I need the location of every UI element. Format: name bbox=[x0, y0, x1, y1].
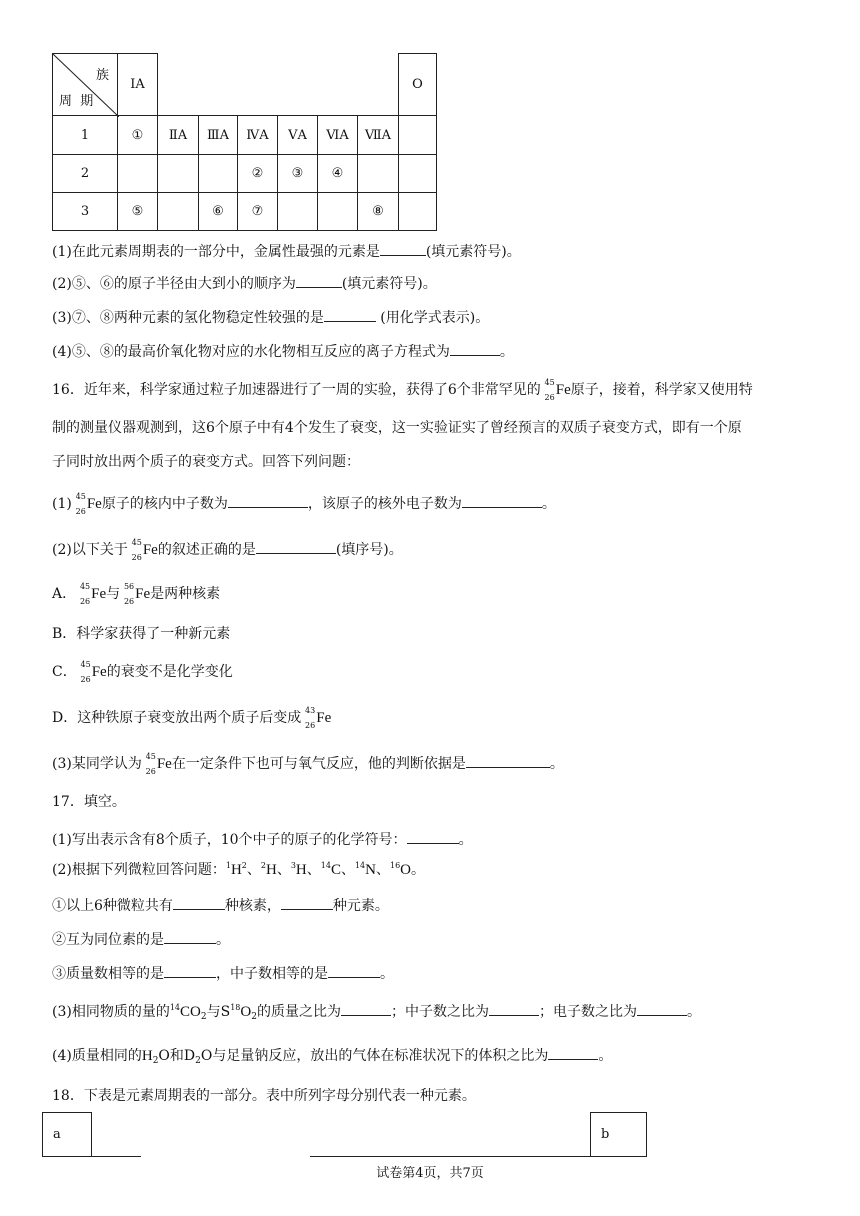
q16-stem-line1 bbox=[52, 378, 753, 402]
q17-part4-text2: O与足量钠反应，放出的气体在标准状况下的体积之比为 bbox=[200, 1048, 549, 1064]
q16-part3-text: (3)某同学认为 bbox=[52, 756, 142, 772]
separator: 、 bbox=[340, 862, 355, 878]
formula: O bbox=[240, 1004, 252, 1020]
q17-part4-text: (4)质量相同的 bbox=[52, 1048, 142, 1064]
q16-part2-tail: (填序号)。 bbox=[335, 542, 403, 558]
element-symbol: Fe bbox=[555, 382, 571, 398]
element-symbol: Fe bbox=[91, 664, 107, 680]
option-d-text: D．这种铁原子衰变放出两个质子后变成 bbox=[52, 710, 302, 726]
q17-part2-text: (2)根据下列微粒回答问题： bbox=[52, 862, 226, 878]
q16-stem-text-tail: 原子，接着，科学家又使用特 bbox=[570, 382, 753, 398]
cell-r1-c4: ⅣA bbox=[237, 115, 278, 155]
element-symbol: H bbox=[295, 862, 307, 878]
q15-part2 bbox=[52, 272, 437, 294]
q16-stem-line3: 子同时放出两个质子的衰变方式。回答下列问题： bbox=[52, 454, 360, 470]
q15-part3 bbox=[52, 306, 489, 328]
q17-subpart3 bbox=[52, 962, 394, 984]
period-3: 3 bbox=[52, 192, 118, 231]
q18-title: 18．下表是元素周期表的一部分。表中所列字母分别代表一种元素。 bbox=[52, 1088, 476, 1104]
q15-part2-tail: (填元素符号)。 bbox=[341, 276, 437, 292]
cell-r3-c7: ⑧ bbox=[357, 192, 399, 231]
period-1: 1 bbox=[52, 115, 118, 155]
answer-blank[interactable] bbox=[489, 1000, 539, 1016]
option-c-label: C． bbox=[52, 664, 77, 680]
q16-part2-label: (2)以下关于 bbox=[52, 542, 128, 558]
answer-blank[interactable] bbox=[173, 894, 225, 910]
q16-part2 bbox=[52, 538, 403, 562]
nuclide-fe45: 45 26 bbox=[79, 582, 91, 606]
answer-blank[interactable] bbox=[281, 894, 333, 910]
q15-part1-text: (1)在此元素周期表的一部分中，金属性最强的元素是 bbox=[52, 244, 380, 260]
corner-period-label: 周 期 bbox=[59, 94, 94, 109]
answer-blank[interactable] bbox=[380, 240, 426, 256]
mass-number: 14 bbox=[169, 1003, 181, 1012]
answer-blank[interactable] bbox=[324, 306, 376, 322]
cell-r3-c2 bbox=[157, 192, 199, 231]
q17-part4-tail: 。 bbox=[598, 1048, 613, 1064]
cell-r1-c3: ⅢA bbox=[198, 115, 238, 155]
header-o: O bbox=[398, 53, 437, 116]
formula: CO bbox=[180, 1004, 201, 1020]
option-a-label: A． bbox=[52, 586, 77, 602]
cell-r3-c3: ⑥ bbox=[198, 192, 238, 231]
q17-sub1-tail: 种元素。 bbox=[332, 898, 389, 914]
answer-blank[interactable] bbox=[296, 272, 342, 288]
page-footer: 试卷第4页，共7页 bbox=[376, 1166, 484, 1181]
answer-blank[interactable] bbox=[450, 340, 500, 356]
q17-sub1-text2: 种核素， bbox=[224, 898, 281, 914]
q16-part1-text: 原子的核内中子数为 bbox=[101, 496, 228, 512]
q15-part4-text: (4)⑤、⑧的最高价氧化物对应的水化物相互反应的离子方程式为 bbox=[52, 344, 450, 360]
separator: 。 bbox=[411, 862, 426, 878]
element-symbol: Fe bbox=[135, 586, 151, 602]
q18-cell-b bbox=[590, 1112, 647, 1157]
nuclide-fe45: 45 26 bbox=[145, 752, 156, 776]
separator: 、 bbox=[276, 862, 291, 878]
q17-title: 17．填空。 bbox=[52, 794, 126, 810]
subscript: 2 bbox=[195, 1056, 201, 1066]
separator: 、 bbox=[246, 862, 261, 878]
q16-part3-text2: 在一定条件下也可与氧气反应，他的判断依据是 bbox=[171, 756, 466, 772]
q15-part3-text: (3)⑦、⑧两种元素的氢化物稳定性较强的是 bbox=[52, 310, 324, 326]
q15-part1 bbox=[52, 240, 521, 262]
answer-blank[interactable] bbox=[328, 962, 380, 978]
mass-number: 14 bbox=[320, 861, 331, 870]
nuclide-fe43: 43 26 bbox=[305, 706, 316, 730]
option-a-text2: 是两种核素 bbox=[150, 586, 221, 602]
formula: H bbox=[141, 1048, 153, 1064]
nuclide-fe56: 56 26 bbox=[123, 582, 135, 606]
q17-part4 bbox=[52, 1044, 612, 1066]
answer-blank[interactable] bbox=[637, 1000, 687, 1016]
option-c-text: 的衰变不是化学变化 bbox=[106, 664, 233, 680]
q17-sub3-text2: ，中子数相等的是 bbox=[216, 966, 328, 982]
q17-part2 bbox=[52, 860, 425, 880]
q18-cell-a bbox=[42, 1112, 92, 1157]
q17-sub3-text: ③质量数相等的是 bbox=[52, 966, 164, 982]
q16-part1-tail: 。 bbox=[541, 496, 556, 512]
element-symbol: Fe bbox=[142, 542, 158, 558]
q15-part4 bbox=[52, 340, 514, 362]
q15-part1-tail: (填元素符号)。 bbox=[425, 244, 521, 260]
q16-part1-label: (1) bbox=[52, 496, 72, 512]
answer-blank[interactable] bbox=[164, 962, 216, 978]
q16-option-a[interactable] bbox=[52, 582, 220, 606]
q17-part3-text2: 的质量之比为 bbox=[256, 1004, 341, 1020]
q15-part4-tail: 。 bbox=[499, 344, 514, 360]
mass-number: 14 bbox=[354, 861, 366, 870]
q16-stem-line2: 制的测量仪器观测到，这6个原子中有4个发生了衰变，这一实验证实了曾经预言的双质子衰变方式，即有一个原 bbox=[52, 420, 742, 436]
q16-stem-text: 16．近年来，科学家通过粒子加速器进行了一周的实验，获得了6个非常罕见的 bbox=[52, 382, 541, 398]
cell-r1-c6: ⅥA bbox=[317, 115, 358, 155]
subscript: 2 bbox=[152, 1056, 159, 1066]
q17-sub1-text: ①以上6种微粒共有 bbox=[52, 898, 173, 914]
q17-subpart1 bbox=[52, 894, 389, 916]
q17-part3-text4: ；电子数之比为 bbox=[538, 1004, 637, 1020]
q16-option-b[interactable]: B．科学家获得了一种新元素 bbox=[52, 626, 231, 642]
answer-blank[interactable] bbox=[164, 928, 216, 944]
option-a-text: 与 bbox=[106, 586, 121, 602]
cell-r2-c8 bbox=[398, 154, 437, 193]
cell-r1-c5: ⅤA bbox=[277, 115, 318, 155]
q16-part3 bbox=[52, 752, 564, 776]
q16-part2-text: 的叙述正确的是 bbox=[157, 542, 256, 558]
q17-part3 bbox=[52, 1000, 701, 1022]
answer-blank[interactable] bbox=[548, 1044, 598, 1060]
cell-r3-c6 bbox=[317, 192, 358, 231]
q18-line-mid bbox=[310, 1156, 592, 1157]
cell-r2-c2 bbox=[157, 154, 199, 193]
q17-part3-tail: 。 bbox=[686, 1004, 701, 1020]
q17-part1-tail: 。 bbox=[458, 832, 473, 848]
answer-blank[interactable] bbox=[466, 752, 550, 768]
element-symbol: Fe bbox=[86, 496, 102, 512]
q16-part3-tail: 。 bbox=[549, 756, 564, 772]
cell-r1-c1: ① bbox=[117, 115, 158, 155]
element-symbol: N bbox=[365, 862, 376, 878]
mass-number: 2 bbox=[260, 861, 266, 870]
mass-number: 3 bbox=[290, 861, 296, 870]
period-2: 2 bbox=[52, 154, 118, 193]
nuclide-fe45: 45 26 bbox=[131, 538, 142, 562]
cell-a-label: a bbox=[53, 1127, 61, 1142]
cell-r1-c2: ⅡA bbox=[157, 115, 199, 155]
q17-part3-mid: 与S bbox=[206, 1004, 231, 1020]
corner-group-label: 族 bbox=[95, 68, 109, 83]
element-symbol: O bbox=[400, 862, 412, 878]
element-symbol: Fe bbox=[156, 756, 172, 772]
cell-r2-c7 bbox=[357, 154, 399, 193]
answer-blank[interactable] bbox=[462, 492, 542, 508]
nuclide-fe45: 45 26 bbox=[80, 660, 91, 684]
cell-r3-c8 bbox=[398, 192, 437, 231]
cell-r3-c1: ⑤ bbox=[117, 192, 158, 231]
element-symbol: Fe bbox=[91, 586, 107, 602]
subscript: 2 bbox=[251, 1012, 257, 1022]
subscript: 2 bbox=[200, 1012, 207, 1022]
answer-blank[interactable] bbox=[228, 492, 308, 508]
header-ia: ⅠA bbox=[117, 53, 158, 116]
q15-part3-tail: (用化学式表示)。 bbox=[375, 310, 490, 326]
q17-part4-mid: O和D bbox=[158, 1048, 196, 1064]
element-symbol: H bbox=[230, 862, 242, 878]
q17-subpart2 bbox=[52, 928, 230, 950]
q17-part1 bbox=[52, 828, 473, 850]
cell-r2-c4: ② bbox=[237, 154, 278, 193]
element-symbol: Fe bbox=[316, 710, 332, 726]
mass-number: 16 bbox=[389, 861, 401, 870]
q15-part2-text: (2)⑤、⑥的原子半径由大到小的顺序为 bbox=[52, 276, 296, 292]
element-symbol: C bbox=[330, 862, 341, 878]
table-corner-cell bbox=[52, 53, 118, 116]
q17-sub2-tail: 。 bbox=[216, 932, 230, 948]
nuclide-fe45: 45 26 bbox=[544, 378, 555, 402]
cell-r3-c4: ⑦ bbox=[237, 192, 278, 231]
answer-blank[interactable] bbox=[341, 1000, 391, 1016]
separator: 、 bbox=[306, 862, 321, 878]
cell-r1-c8 bbox=[398, 115, 437, 155]
separator: 、 bbox=[375, 862, 390, 878]
cell-b-label: b bbox=[601, 1127, 610, 1142]
cell-r2-c3 bbox=[198, 154, 238, 193]
q17-sub3-tail: 。 bbox=[380, 966, 394, 982]
q16-option-d[interactable] bbox=[52, 706, 331, 730]
q17-part3-text3: ；中子数之比为 bbox=[390, 1004, 489, 1020]
q16-part1 bbox=[52, 492, 556, 516]
answer-blank[interactable] bbox=[407, 828, 459, 844]
q16-option-c[interactable] bbox=[52, 660, 233, 684]
charge: 2 bbox=[241, 861, 247, 870]
q18-line-left bbox=[91, 1156, 141, 1157]
cell-r1-c7: ⅦA bbox=[357, 115, 399, 155]
q16-part1-text2: ，该原子的核外电子数为 bbox=[307, 496, 462, 512]
q17-part1-text: (1)写出表示含有8个质子，10个中子的原子的化学符号： bbox=[52, 832, 407, 848]
mass-number: 18 bbox=[230, 1003, 241, 1012]
cell-r2-c6: ④ bbox=[317, 154, 358, 193]
element-symbol: H bbox=[265, 862, 277, 878]
mass-number: 1 bbox=[225, 861, 231, 870]
cell-r2-c5: ③ bbox=[277, 154, 318, 193]
nuclide-fe45: 45 26 bbox=[75, 492, 86, 516]
q17-part3-text: (3)相同物质的量的 bbox=[52, 1004, 170, 1020]
q17-sub2-text: ②互为同位素的是 bbox=[52, 932, 164, 948]
answer-blank[interactable] bbox=[256, 538, 336, 554]
cell-r2-c1 bbox=[117, 154, 158, 193]
cell-r3-c5 bbox=[277, 192, 318, 231]
